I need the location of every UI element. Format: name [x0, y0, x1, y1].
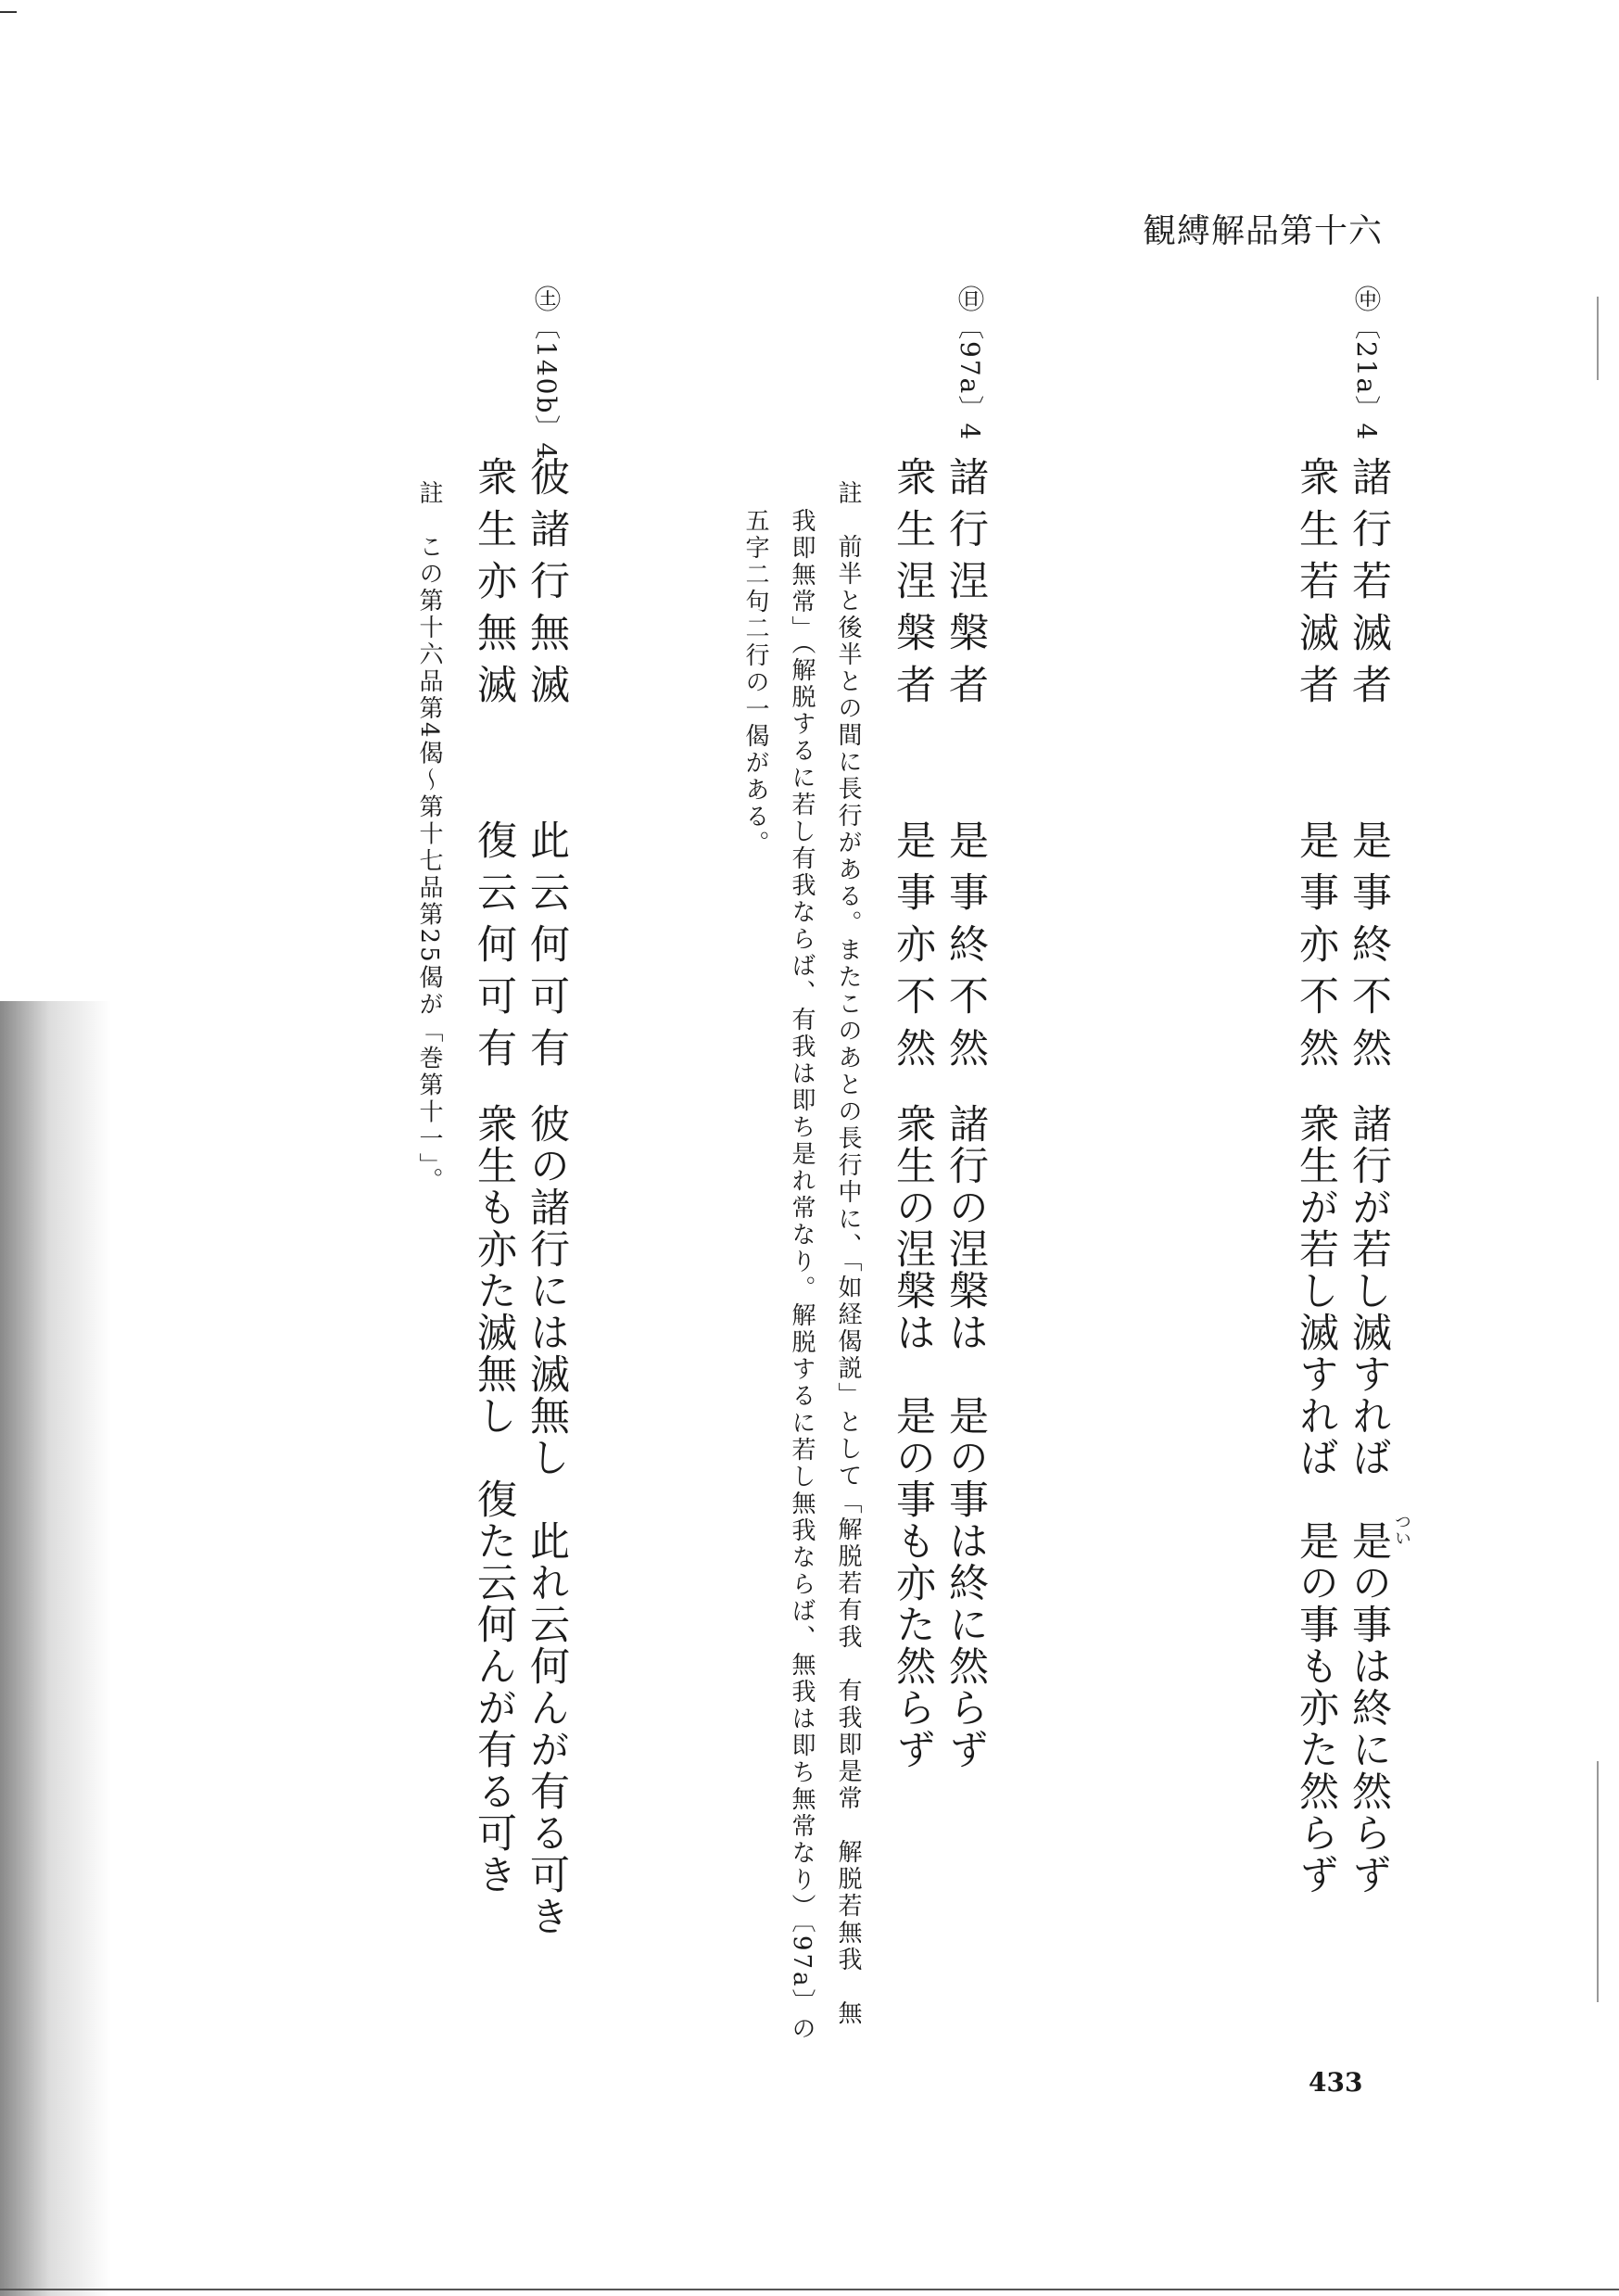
kundoku-line: 衆生が若し滅すれば 是の事も亦た然らず	[1293, 1103, 1339, 1896]
footnote-line: 註 前半と後半との間に長行がある。またこのあとの長行中に、「如経偈説」として「解脱若有我 有我即是常 解脱若無我 無	[834, 480, 862, 2027]
footnote-line: 五字二句二行の一偈がある。	[741, 508, 769, 857]
page-edge-line	[1597, 1761, 1599, 2002]
verse-line: 諸行涅槃者 是事終不然	[942, 456, 989, 1079]
verse-line: 衆生亦無滅 復云何可有	[471, 456, 517, 1079]
verse-ref: ㊥〔21a〕4	[1351, 285, 1382, 442]
verse-line: 衆生若滅者 是事亦不然	[1293, 456, 1339, 1079]
verse-line: 衆生涅槃者 是事亦不然	[890, 456, 936, 1079]
kundoku-line: 諸行の涅槃は 是の事は終に然らず	[942, 1103, 989, 1770]
kundoku-line: 諸行が若し滅すれば 是の事は終に然らず	[1346, 1103, 1392, 1896]
verse-line: 彼諸行無滅 此云何可有	[524, 456, 570, 1079]
kundoku-line: 彼の諸行には滅無し 此れ云何んが有る可き	[524, 1103, 570, 1937]
footnote-line: 註 この第十六品第4偈～第十七品第25偈が「巻第十一」。	[415, 480, 443, 1195]
page-bottom-edge	[0, 2289, 1619, 2290]
scan-mark	[0, 11, 17, 13]
verse-line: 諸行若滅者 是事終不然	[1346, 456, 1392, 1079]
kundoku-line: 衆生の涅槃は 是の事も亦た然らず	[890, 1103, 936, 1770]
scan-shadow	[0, 1001, 111, 2296]
footnote-line: 我即無常」（解脱するに若し有我ならば、有我は即ち是れ常なり。解脱するに若し無我ならば、無我は即ち無常なり）〔97a〕の	[788, 508, 816, 2043]
ruby-reading: つい	[1392, 1513, 1411, 1546]
verse-ref: ㊐〔97a〕4	[955, 285, 985, 442]
page-number: 433	[1309, 2067, 1363, 2098]
kundoku-line: 衆生も亦た滅無し 復た云何んが有る可き	[471, 1103, 517, 1896]
verse-ref: ㊏〔140b〕4	[531, 285, 562, 462]
running-header: 観縛解品第十六	[1143, 212, 1384, 250]
page-edge-line	[1597, 297, 1599, 380]
